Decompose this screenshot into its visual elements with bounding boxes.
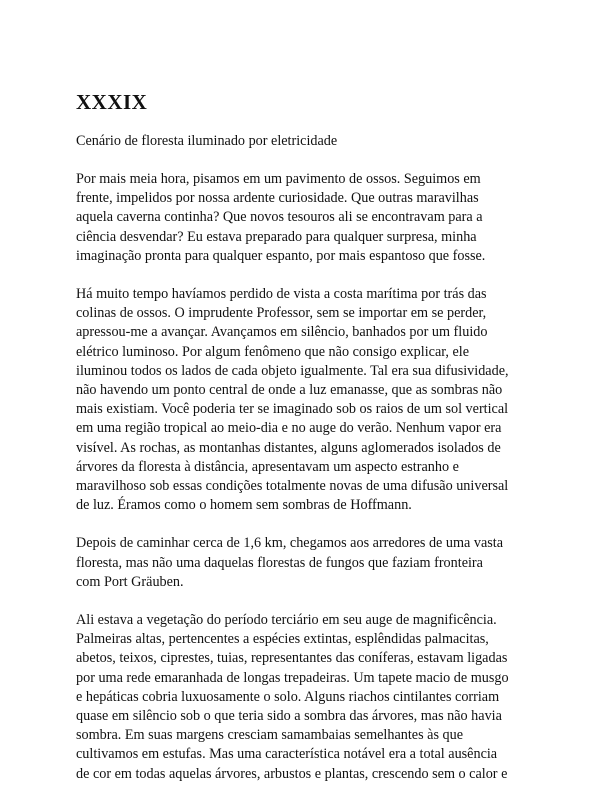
text-line: frente, impelidos por nossa ardente curiosidade. Que outras maravilhas bbox=[76, 190, 479, 207]
chapter-subtitle: Cenário de floresta iluminado por eletricidade bbox=[76, 133, 338, 149]
text-line: de cor em todas aquelas árvores, arbustos e plantas, crescendo sem o calor e bbox=[76, 765, 508, 782]
text-line: quase em silêncio sob o que teria sido a sombra das árvores, mas não havia bbox=[76, 708, 502, 725]
text-line: maravilhoso sob essas condições totalmente novas de uma difusão universal bbox=[76, 478, 509, 495]
text-line: em uma região tropical ao meio-dia e no auge do verão. Nenhum vapor era bbox=[76, 420, 502, 437]
text-line: imaginação pronta para qualquer espanto, por mais espantoso que fosse. bbox=[76, 247, 486, 264]
text-line: Depois de caminhar cerca de 1,6 km, chegamos aos arredores de uma vasta bbox=[76, 535, 504, 552]
text-line: por uma rede emaranhada de longas trepadeiras. Um tapete macio de musgo bbox=[76, 669, 509, 686]
text-line: iluminou todos os lados de cada objeto igualmente. Tal era sua difusividade, bbox=[76, 362, 509, 379]
text-line: com Port Gräuben. bbox=[76, 573, 184, 590]
text-line: sombra. Em suas margens cresciam samambaias semelhantes às que bbox=[76, 727, 464, 744]
paragraph bbox=[76, 534, 536, 592]
document-page bbox=[76, 88, 536, 803]
text-line: apressou-me a avançar. Avançamos em silêncio, banhados por um fluido bbox=[76, 324, 488, 341]
text-line: mais existiam. Você poderia ter se imaginado sob os raios de um sol vertical bbox=[76, 401, 509, 418]
paragraph bbox=[76, 285, 536, 515]
text-line: não havendo um ponto central de onde a luz emanasse, que as sombras não bbox=[76, 382, 503, 399]
text-line: aquela caverna continha? Que novos tesouros ali se encontravam para a bbox=[76, 209, 483, 226]
paragraph bbox=[76, 170, 536, 266]
text-line: árvores da floresta à distância, apresentavam um aspecto estranho e bbox=[76, 458, 459, 475]
text-line: Por mais meia hora, pisamos em um pavimento de ossos. Seguimos em bbox=[76, 171, 481, 187]
text-line: abetos, teixos, ciprestes, tuias, representantes das coníferas, estavam ligadas bbox=[76, 650, 508, 667]
text-line: colinas de ossos. O imprudente Professor, sem se importar em se perder, bbox=[76, 305, 487, 322]
text-line: de luz. Éramos como o homem sem sombras de Hoffmann. bbox=[76, 497, 412, 514]
text-line: floresta, mas não uma daquelas florestas de fungos que faziam fronteira bbox=[76, 554, 483, 571]
chapter-heading: XXXIX bbox=[76, 90, 148, 114]
text-line: cultivamos em estufas. Mas uma característica notável era a total ausência bbox=[76, 746, 498, 763]
text-line: Ali estava a vegetação do período terciário em seu auge de magnificência. bbox=[76, 612, 497, 629]
paragraph bbox=[76, 611, 536, 784]
text-line: ciência desvendar? Eu estava preparado para qualquer surpresa, minha bbox=[76, 228, 477, 245]
text-line: Palmeiras altas, pertencentes a espécies extintas, esplêndidas palmacitas, bbox=[76, 631, 489, 648]
text-line: e hepáticas cobria luxuosamente o solo. Alguns riachos cintilantes corriam bbox=[76, 688, 500, 705]
text-line: visível. As rochas, as montanhas distantes, alguns aglomerados isolados de bbox=[76, 439, 501, 456]
text-line: elétrico luminoso. Por algum fenômeno que não consigo explicar, ele bbox=[76, 343, 470, 360]
text-line: Há muito tempo havíamos perdido de vista a costa marítima por trás das bbox=[76, 286, 487, 303]
